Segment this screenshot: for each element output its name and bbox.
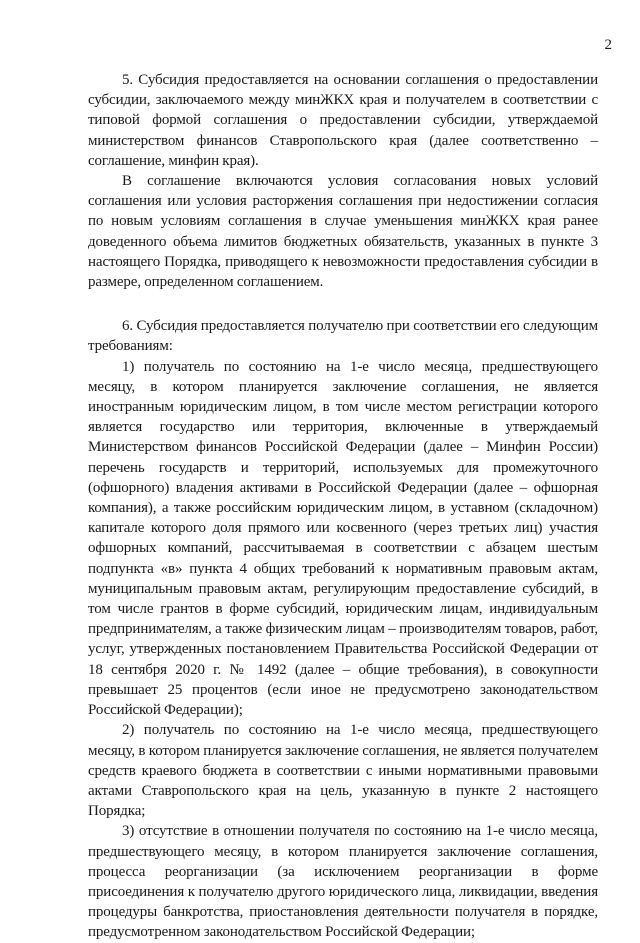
- paragraph-5-agreement-conditions: В соглашение включаются условия согласования новых условий соглашения или условия расторжения соглашения при недостижении согласия по новым условиям соглашения в случае уменьшения минЖКХ края ранее доведенного объема лимитов бюджетных обязательств, указанных в пункте 3 настоящего Порядка, приводящего к невозможности предоставления субсидии в размере, определенном соглашением.: [88, 173, 598, 291]
- requirement-2: 2) получатель по состоянию на 1-е число месяца, предшествующего месяцу, в котором планируется заключение соглашения, не является получателем средств краевого бюджета в соответствии с иными нормативными правовыми актами Ставропольского края на цель, указанную в пункте 2 настоящего Порядка;: [88, 722, 598, 820]
- page-number: 2: [604, 37, 612, 53]
- paragraph-5: 5. Субсидия предоставляется на основании соглашения о предоставлении субсидии, заключаемого между минЖКХ края и получателем в соответствии с типовой формой соглашения о предоставлении субсидии, утверждаемой министерством финансов Ставропольского края (далее соответственно – соглашение, минфин края).: [88, 72, 598, 169]
- requirement-3: 3) отсутствие в отношении получателя по состоянию на 1-е число месяца, предшествующего месяцу, в котором планируется заключение соглашения, процесса реорганизации (за исключением реорганизации в форме присоединения к получателю другого юридического лица, ликвидации, введения процедуры банкротства, приостановления деятельности получателя в порядке, предусмотренном законодательством Российской Федерации;: [88, 823, 598, 941]
- section-gap: [88, 292, 598, 316]
- document-body: [88, 70, 598, 943]
- requirement-1: 1) получатель по состоянию на 1-е число месяца, предшествующего месяцу, в котором планируется заключение соглашения, не является иностранным юридическим лицом, в том числе местом регистрации которого является государство или территория, включенные в утверждаемый Министерством финансов Российской Федерации (далее – Минфин России) перечень государств и территорий, используемых для промежуточного (офшорного) владения активами в Российской Федерации (далее – офшорная компания), а также российским юридическим лицом, в уставном (складочном) капитале которого доля прямого или косвенного (через третьих лиц) участия офшорных компаний, рассчитываемая в соответствии с абзацем шестым подпункта «в» пункта 4 общих требований к нормативным правовым актам, муниципальным правовым актам, регулирующим предоставление субсидий, в том числе грантов в форме субсидий, юридическим лицам, индивидуальным предпринимателям, а также физическим лицам – производителям товаров, работ, услуг, утвержденных постановлением Правительства Российской Федерации от 18 сентября 2020 г. № 1492 (далее – общие требования), в совокупности превышает 25 процентов (если иное не предусмотрено законодательством Российской Федерации);: [88, 358, 598, 719]
- paragraph-6: 6. Субсидия предоставляется получателю при соответствии его следующим требованиям:: [88, 318, 598, 355]
